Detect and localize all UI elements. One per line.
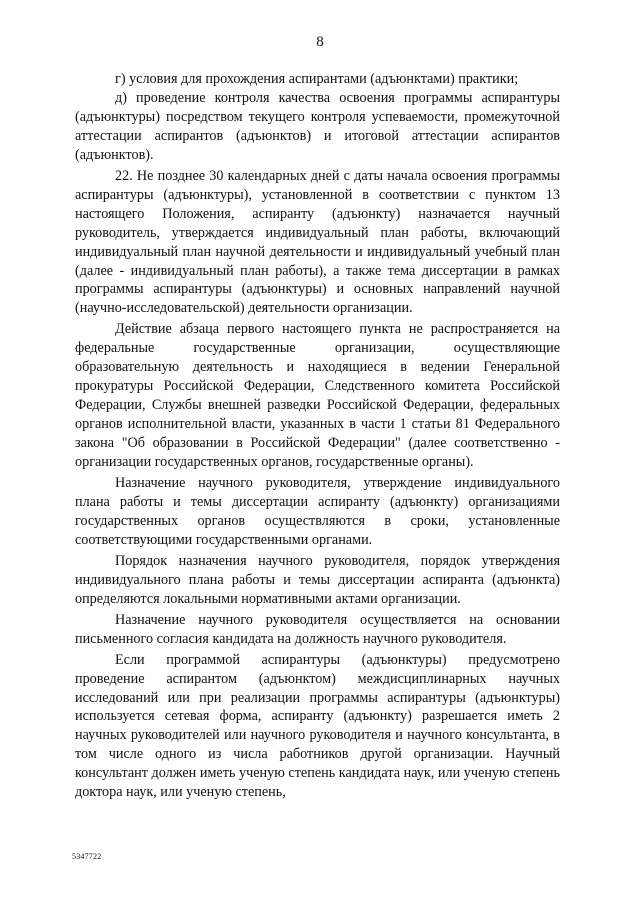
paragraph-local-acts: Порядок назначения научного руководителя, порядок утверждения индивидуального плана работы и темы диссертации аспиранта (адъюнкта) определяются локальными нормативными актами организации. (75, 552, 560, 607)
paragraph-clause-22: 22. Не позднее 30 календарных дней с даты начала освоения программы аспирантуры (адъюнктуры), установленной в соответствии с пунктом 13 настоящего Положения, аспиранту (адъюнкту) назначается научный руководитель, утверждается индивидуальный план работы, включающий индивидуальный план научной деятельности и индивидуальный учебный план (далее - индивидуальный план работы), а также тема диссертации в рамках программы аспирантуры (адъюнктуры) и основных направлений научной (научно-исследовательской) деятельности организации. (75, 167, 560, 317)
paragraph-consultant: Если программой аспирантуры (адъюнктуры) предусмотрено проведение аспирантом (адъюнктом) междисциплинарных научных исследований или при реализации программы аспирантуры (адъюнктуры) используется сетевая форма, аспиранту (адъюнкту) разрешается иметь 2 научных руководителей или научного руководителя и научного консультанта, в том числе одного из числа работников другой организации. Научный консультант должен иметь ученую степень кандидата наук, или ученую степень доктора наук, или ученую степень, (75, 651, 560, 801)
paragraph-written-consent: Назначение научного руководителя осуществляется на основании письменного согласия кандидата на должность научного руководителя. (75, 611, 560, 647)
paragraph-state-bodies-terms: Назначение научного руководителя, утверждение индивидуального плана работы и темы диссертации аспиранту (адъюнкту) организациями государственных органов осуществляются в сроки, установленные соответствующими государственными органами. (75, 475, 560, 548)
paragraph-exception: Действие абзаца первого настоящего пункта не распространяется на федеральные государственные организации, осуществляющие образовательную деятельность и находящиеся в ведении Генеральной прокуратуры Российской Федерации, Следственного комитета Российской Федерации, Службы внешней разведки Российской Федерации, федеральных органов исполнительной власти, указанных в части 1 статьи 81 Федерального закона "Об образовании в Российской Федерации" (далее соответственно - организации государственных органов, государственные органы). (75, 321, 560, 471)
page-number: 8 (316, 34, 324, 50)
paragraph-item-d-control: д) проведение контроля качества освоения программы аспирантуры (адъюнктуры) посредством текущего контроля успеваемости, промежуточной аттестации аспирантов (адъюнктов) и итоговой аттестации аспирантов (адъюнктов). (75, 89, 560, 163)
footer-document-code: 5347722 (72, 852, 102, 861)
paragraph-item-g-practice: г) условия для прохождения аспирантами (адъюнктами) практики; (115, 71, 519, 87)
document-body (75, 70, 560, 802)
